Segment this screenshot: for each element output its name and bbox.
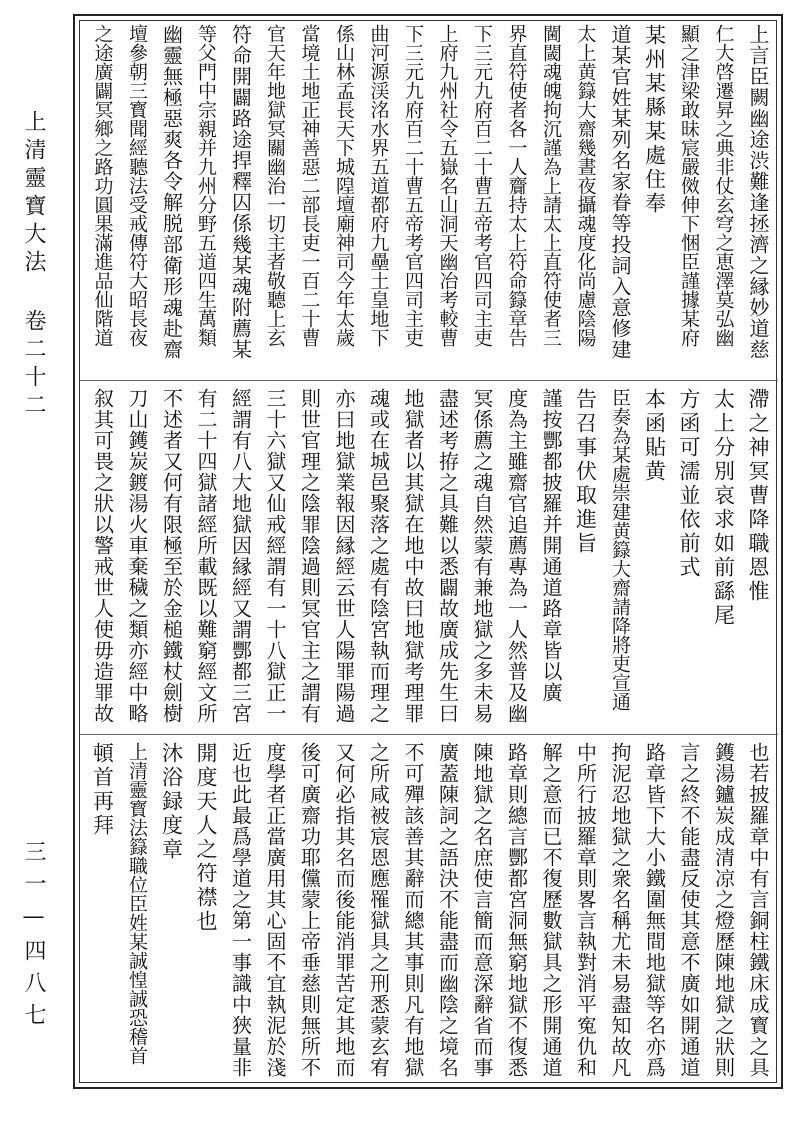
text-column: 下三元九府百二十曹五帝考官四司主吏 bbox=[471, 24, 493, 347]
section-divider bbox=[80, 734, 778, 735]
text-column: 之途廣闢冥鄉之路功圓果滿進品仙階道 bbox=[91, 24, 114, 347]
section-top bbox=[78, 24, 778, 374]
text-column: 閫閾魂魄拘沉謹為上請太上直符使者三 bbox=[540, 24, 562, 347]
section-middle bbox=[78, 388, 778, 728]
text-column: 陳地獄之名庶使言簡而意深辭省而事 bbox=[470, 742, 494, 1078]
text-column: 不可殫該善其辭而總其事則凡有地獄 bbox=[401, 742, 425, 1078]
text-column: 解之意而已不復歷數獄具之形開通道 bbox=[539, 742, 563, 1078]
page-number: 三一—四八七 bbox=[21, 840, 46, 1035]
section-divider bbox=[80, 380, 778, 381]
text-column: 經謂有八大地獄因縁經又謂酆都三宮 bbox=[228, 388, 253, 724]
text-column: 仁大啓遷昇之典非仗玄穹之恵澤莫弘幽 bbox=[712, 24, 735, 347]
text-column: 係山林孟長天下城隍壇廟神司今年太歲 bbox=[333, 24, 355, 347]
text-column: 又何必指其名而後能消罪苦定其地而 bbox=[332, 742, 356, 1078]
text-column: 不述者又何有限極至於金槌鐵杖劍樹 bbox=[159, 388, 184, 724]
text-column: 盡述考拵之具難以悉闢故廣成先生曰 bbox=[435, 388, 460, 724]
text-column: 叙其可畏之狀以警戒世人使毋造罪故 bbox=[90, 388, 115, 724]
text-column: 官天年地獄冥關幽治一切主者敬聽上玄 bbox=[264, 24, 286, 347]
text-column: 則世官理之陰罪陰過則冥官主之謂有 bbox=[297, 388, 322, 724]
text-column: 上清靈寳法籙職位臣姓某誠惶誠恐稽首 bbox=[126, 742, 148, 1065]
text-column: 廣蓋陳詞之語決不能盡而幽陰之境名 bbox=[435, 742, 460, 1078]
text-column: 三十六獄又仙戒經謂有一十八獄正一 bbox=[263, 388, 287, 724]
text-column: 臣奏為某處崇建黄籙大齋請降將吏宣通 bbox=[609, 388, 631, 711]
text-column: 界直符使者各一人齎持太上符命籙章告 bbox=[505, 24, 528, 347]
book-title: 上清靈寶大法 卷二十二 bbox=[21, 110, 46, 421]
text-column: 幽靈無極惡爽各令解脱部衛形魂赴齋 bbox=[159, 24, 184, 360]
text-column: 壇參朝三寳聞經聽法受戒傳符大昭長夜 bbox=[126, 24, 148, 347]
text-column: 符命開闢路途捍釋囚係幾某魂附薦某 bbox=[228, 24, 253, 360]
text-column: 言之終不能盡反使其意不廣如開通道 bbox=[677, 742, 701, 1078]
text-column: 路章皆下大小鐵圍無間地獄等名亦爲 bbox=[642, 742, 667, 1078]
text-column: 道某官姓某列名家眷等投詞入意修建 bbox=[608, 24, 632, 360]
text-column: 冥係薦之魂自然蒙有兼地獄之多未易 bbox=[470, 388, 494, 724]
text-column: 顯之津梁敢昧宸嚴傚伸下悃臣謹據某府 bbox=[678, 24, 700, 347]
text-column: 沐浴録度章 bbox=[159, 742, 184, 862]
text-column: 拘泥忍地獄之衆名稱尤未易盡知故凡 bbox=[608, 742, 632, 1078]
text-column: 刀山鑊炭鍍湯火車棄穢之類亦經中略 bbox=[125, 388, 149, 724]
text-column: 本函貼黄 bbox=[642, 388, 667, 484]
text-column: 之所咸被宸恩應罹獄具之刑悉蒙玄宥 bbox=[366, 742, 391, 1078]
text-column: 度為主雖齋官追薦專為一人然普及幽 bbox=[504, 388, 529, 724]
text-column: 鑊湯鑪炭成清凉之燈歷陳地獄之狀則 bbox=[711, 742, 736, 1078]
text-column: 近也此最爲學道之第一事識中狹量非 bbox=[228, 742, 253, 1078]
text-column: 當境土地正神善惡二部長吏一百二十曹 bbox=[298, 24, 321, 347]
text-column: 亦曰地獄業報因縁經云世人陽罪陽過 bbox=[332, 388, 356, 724]
text-column: 也若披羅章中有言銅柱鐵床成寳之具 bbox=[746, 742, 770, 1078]
text-column: 告召事伏取進旨 bbox=[573, 388, 598, 556]
section-bottom bbox=[78, 742, 778, 1082]
text-column: 太上黄籙大齋幾晝夜攝魂度化尚慮陰陽 bbox=[574, 24, 597, 347]
text-column: 太上分別哀求如前繇尾 bbox=[711, 388, 736, 628]
text-column: 路章則總言酆都宮洞無窮地獄不復悉 bbox=[504, 742, 529, 1078]
text-column: 曲河源渓洺水界五道都府九壘土皇地下 bbox=[367, 24, 390, 347]
text-column: 後可廣齋功耶儻蒙上帝垂慈則無所不 bbox=[297, 742, 322, 1078]
text-column: 某州某縣某處住奉 bbox=[642, 24, 667, 216]
text-column: 等父門中宗親并九州分野五道四生萬類 bbox=[195, 24, 217, 347]
text-column: 地獄者以其獄在地中故曰地獄考理罪 bbox=[401, 388, 425, 724]
text-column: 謹按酆都披羅并開通道路章皆以廣 bbox=[539, 388, 563, 703]
text-column: 魂或在城邑聚落之處有陰宮執而理之 bbox=[366, 388, 391, 724]
text-column: 頓首再拜 bbox=[90, 742, 115, 838]
text-column: 上言臣闕幽途渋難逢拯濟之縁妙道慈 bbox=[746, 24, 770, 360]
text-column: 滯之神冥曹降職恩惟 bbox=[746, 388, 770, 604]
text-column: 度學者正當廣用其心固不宜執泥於淺 bbox=[263, 742, 287, 1078]
text-column: 下三元九府百二十曹五帝考官四司主吏 bbox=[402, 24, 424, 347]
text-column: 上府九州社令五嶽名山洞天幽冶考較曹 bbox=[436, 24, 459, 347]
text-column: 有二十四獄諸經所載既以難窮經文所 bbox=[194, 388, 218, 724]
text-column: 開度天人之符襟也 bbox=[194, 742, 218, 934]
text-column: 方函可濡並依前式 bbox=[677, 388, 701, 580]
text-column: 中所行披羅章則畧言執對消平寃仇和 bbox=[573, 742, 598, 1078]
